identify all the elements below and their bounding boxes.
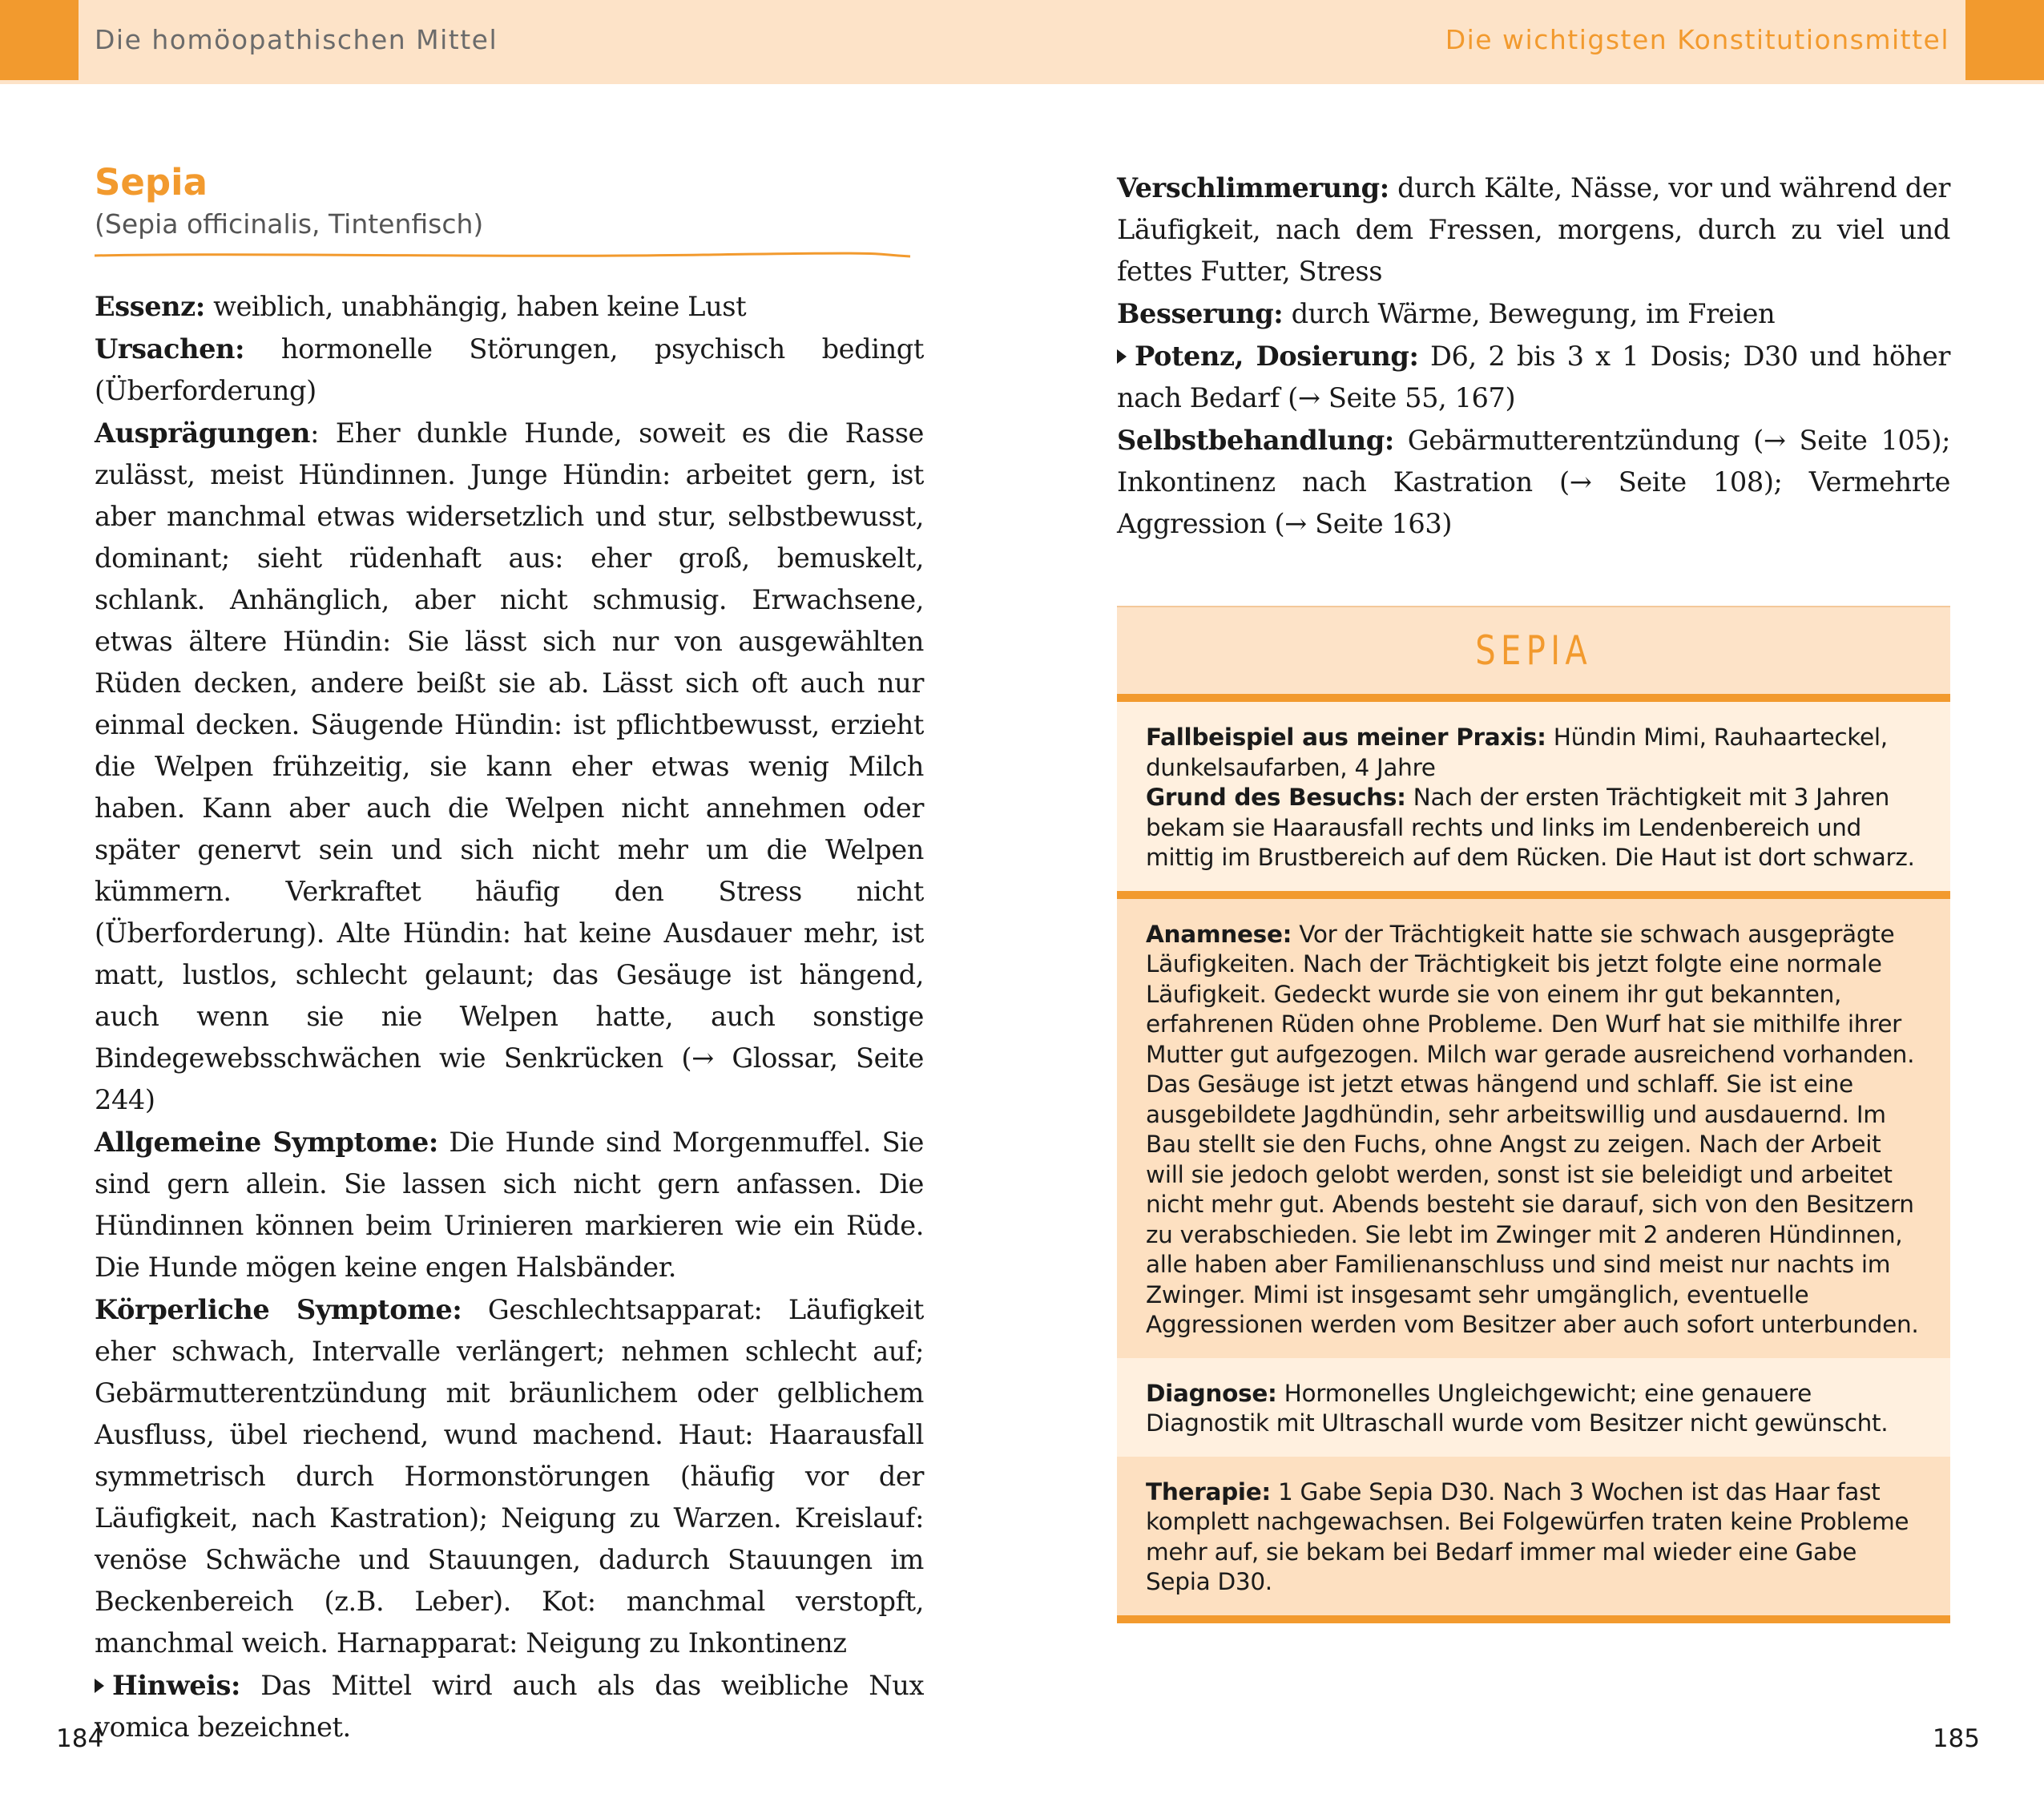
verschlimmerung-text: durch Kälte, Nässe, vor und während der Läufigkeit, nach dem Fressen, morgens, durch zu viel und fettes Futter, Stress (1117, 172, 1950, 287)
page-number-right: 185 (1932, 1724, 1980, 1753)
right-column (1117, 167, 1950, 545)
remedy-subtitle: (Sepia officinalis, Tintenfisch) (95, 208, 484, 240)
triangle-bullet-icon (1117, 349, 1127, 364)
koerperliche-symptome-label: Körperliche Symptome: (95, 1293, 462, 1325)
anamnese-section (1117, 899, 1950, 1358)
besserung-text: durch Wärme, Bewegung, im Freien (1283, 298, 1776, 329)
auspraegungen-text: : Eher dunkle Hunde, soweit es die Rasse zulässt, meist Hündinnen. Junge Hündin: arbeitet gern, ist aber manchmal etwas widersetzlich und stur, selbstbewusst, dominant; sieht rüdenhaft aus: eher groß, bemuskelt, schlank. Anhänglich, aber nicht schmusig. Erwachsene, etwas ältere Hündin: Sie lässt sich nur von ausgewählten Rüden decken, andere beißt sie ab. Lässt sich oft auch nur einmal decken. Säugende Hündin: ist pflichtbewusst, erzieht die Welpen frühzeitig, sie kann eher etwas wenig Milch haben. Kann aber auch die Welpen nicht annehmen oder später genervt sein und sich nicht mehr um die Welpen kümmern. Verkraftet häufig den Stress nicht (Überforderung). Alte Hündin: hat keine Ausdauer mehr, ist matt, lustlos, schlecht gelaunt; das Gesäuge ist hängend, auch wenn sie nie Welpen hatte, auch sonstige Bindegewebsschwächen wie Senkrücken (→ Glossar, Seite 244) (95, 417, 924, 1115)
essenz-text: weiblich, unabhängig, haben keine Lust (204, 291, 747, 322)
verschlimmerung-label: Verschlimmerung: (1117, 171, 1389, 204)
koerperliche-symptome-text: Geschlechtsapparat: Läufigkeit eher schwach, Intervalle verlängert; nehmen schlecht auf; Gebärmutterentzündung mit bräunlichem oder gelblichem Ausfluss, übel riechend, wund machend. Haut: Haarausfall symmetrisch durch Hormonstörungen (häufig vor der Läufigkeit, nach Kastration); Neigung zu Warzen. Kreislauf: venöse Schwäche und Stauungen, dadurch Stauungen im Beckenbereich (z.B. Leber). Kot: manchmal verstopft, manchmal weich. Harnapparat: Neigung zu Inkontinenz (95, 1294, 924, 1659)
therapie-section (1117, 1457, 1950, 1615)
diagnose-section (1117, 1358, 1950, 1457)
remedy-description (95, 285, 924, 1748)
therapie-text: 1 Gabe Sepia D30. Nach 3 Wochen ist das Haar fast komplett nachgewachsen. Bei Folgewürfen traten keine Probleme mehr auf, sie bekam bei Bedarf immer mal wieder eine Gabe Sepia D30. (1146, 1478, 1909, 1595)
anamnese-label: Anamnese: (1146, 920, 1292, 948)
potenz-label: Potenz, Dosierung: (1135, 340, 1419, 372)
selbstbehandlung-label: Selbstbehandlung: (1117, 424, 1394, 456)
allgemeine-symptome-label: Allgemeine Symptome: (95, 1126, 438, 1158)
fallbeispiel-text: Hündin Mimi, Rauhaarteckel, dunkelsaufarben, 4 Jahre (1146, 724, 1888, 781)
anamnese-text: Vor der Trächtigkeit hatte sie schwach ausgeprägte Läufigkeiten. Nach der Trächtigkeit bis jetzt folgte eine normale Läufigkeit. Gedeckt wurde sie von einem ihr gut bekannten, erfahrenen Rüden ohne Probleme. Den Wurf hat sie mithilfe ihrer Mutter gut aufgezogen. Milch war gerade ausreichend vorhanden. Das Gesäuge ist jetzt etwas hängend und schlaff. Sie ist eine ausgebildete Jagdhündin, sehr arbeitswillig und ausdauernd. Im Bau stellt sie den Fuchs, ohne Angst zu zeigen. Nach der Arbeit will sie jedoch gelobt werden, sonst ist sie beleidigt und arbeitet nicht mehr gut. Abends besteht sie darauf, sich von den Besitzern zu verabschieden. Sie lebt im Zwinger mit 2 anderen Hündinnen, alle haben aber Familienanschluss und sind meist nur nachts im Zwinger. Mimi ist insgesamt sehr umgänglich, eventuelle Aggressionen werden vom Besitzer aber auch sofort unterbunden. (1146, 920, 1919, 1338)
title-divider (95, 250, 912, 261)
page-number-left: 184 (56, 1724, 104, 1753)
right-thumb-tab (1965, 0, 2044, 80)
remedy-title: Sepia (95, 161, 208, 204)
ursachen-text: hormonelle Störungen, psychisch bedingt (Überforderung) (95, 333, 924, 406)
ursachen-label: Ursachen: (95, 333, 245, 365)
left-column (95, 160, 924, 1748)
auspraegungen-label: Ausprägungen (95, 417, 311, 449)
case-study-box (1117, 606, 1950, 1623)
case-intro-section (1117, 702, 1950, 891)
running-header (0, 0, 2044, 84)
diagnose-label: Diagnose: (1146, 1379, 1277, 1407)
case-box-rule (1117, 694, 1950, 702)
left-thumb-tab (0, 0, 79, 80)
grund-label: Grund des Besuchs: (1146, 784, 1406, 811)
potenz-text: D6, 2 bis 3 x 1 Dosis; D30 und höher nach Bedarf (→ Seite 55, 167) (1117, 341, 1950, 413)
hinweis-text: Das Mittel wird auch als das weibliche Nux vomica bezeichnet. (95, 1670, 924, 1743)
running-head-right: Die wichtigsten Konstitutionsmittel (1445, 24, 1949, 55)
diagnose-text: Hormonelles Ungleichgewicht; eine genauere Diagnostik mit Ultraschall wurde vom Besitzer nicht gewünscht. (1146, 1379, 1889, 1437)
remedy-modalities (1117, 167, 1950, 545)
besserung-label: Besserung: (1117, 297, 1284, 329)
essenz-label: Essenz: (95, 290, 205, 322)
therapie-label: Therapie: (1146, 1478, 1271, 1506)
triangle-bullet-icon (95, 1679, 104, 1693)
case-box-rule (1117, 891, 1950, 899)
case-box-title: SEPIA (1475, 627, 1592, 674)
fallbeispiel-label: Fallbeispiel aus meiner Praxis: (1146, 724, 1546, 751)
running-head-left: Die homöopathischen Mittel (95, 24, 498, 55)
grund-text: Nach der ersten Trächtigkeit mit 3 Jahren bekam sie Haarausfall rechts und links im Lendenbereich und mittig im Brustbereich auf dem Rücken. Die Haut ist dort schwarz. (1146, 784, 1915, 871)
case-box-rule (1117, 1615, 1950, 1623)
case-box-header (1117, 606, 1950, 694)
allgemeine-symptome-text: Die Hunde sind Morgenmuffel. Sie sind gern allein. Sie lassen sich nicht gern anfassen. Die Hündinnen können beim Urinieren markieren wie ein Rüde. Die Hunde mögen keine engen Halsbänder. (95, 1127, 924, 1283)
selbstbehandlung-text: Gebärmutterentzündung (→ Seite 105); Inkontinenz nach Kastration (→ Seite 108); Vermehrte Aggression (→ Seite 163) (1117, 425, 1950, 539)
hinweis-label: Hinweis: (112, 1669, 241, 1701)
